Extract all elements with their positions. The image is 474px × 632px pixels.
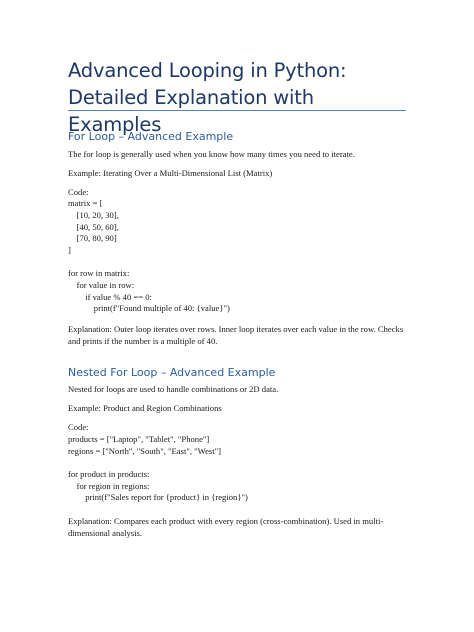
section-intro-nested-for-loop: Nested for loops are used to handle combinations or 2D data. (68, 384, 279, 394)
code-line: [70, 80, 90] (68, 233, 117, 243)
example-title-matrix: Example: Iterating Over a Multi-Dimensional List (Matrix) (68, 168, 273, 178)
code-line: products = ["Laptop", "Tablet", "Phone"] (68, 434, 210, 444)
explanation-nested-for-loop: Explanation: Compares each product with every region (cross-combination). Used in multi-dimensional analysis. (68, 516, 384, 538)
code-line: print(f"Found multiple of 40: {value}") (68, 303, 230, 313)
code-line: [40, 50, 60], (68, 222, 119, 232)
explanation-for-loop: Explanation: Outer loop iterates over rows. Inner loop iterates over each value in the row. Checks and prints if the number is a multiple of 40. (68, 324, 404, 346)
document-title: Advanced Looping in Python: Detailed Explanation with Examples (68, 59, 347, 136)
code-label: Code: (68, 187, 89, 197)
code-line: for value in row: (68, 280, 135, 290)
section-heading-nested-for-loop: Nested For Loop – Advanced Example (68, 366, 276, 379)
code-line: for row in matrix: (68, 268, 130, 278)
code-label: Code: (68, 422, 89, 432)
section-intro-for-loop: The for loop is generally used when you know how many times you need to iterate. (68, 149, 355, 159)
code-line: matrix = [ (68, 198, 103, 208)
code-line: print(f"Sales report for {product} in {region}") (68, 492, 248, 502)
code-line: for region in regions: (68, 481, 150, 491)
section-heading-for-loop: For Loop – Advanced Example (68, 130, 234, 143)
code-line: for product in products: (68, 469, 150, 479)
code-line: ] (68, 245, 71, 255)
code-line: if value % 40 == 0: (68, 292, 152, 302)
title-underline (68, 110, 406, 111)
code-line: [10, 20, 30], (68, 210, 119, 220)
code-line: regions = ["North", "South", "East", "West"] (68, 446, 221, 456)
example-title-product-region: Example: Product and Region Combinations (68, 403, 222, 413)
